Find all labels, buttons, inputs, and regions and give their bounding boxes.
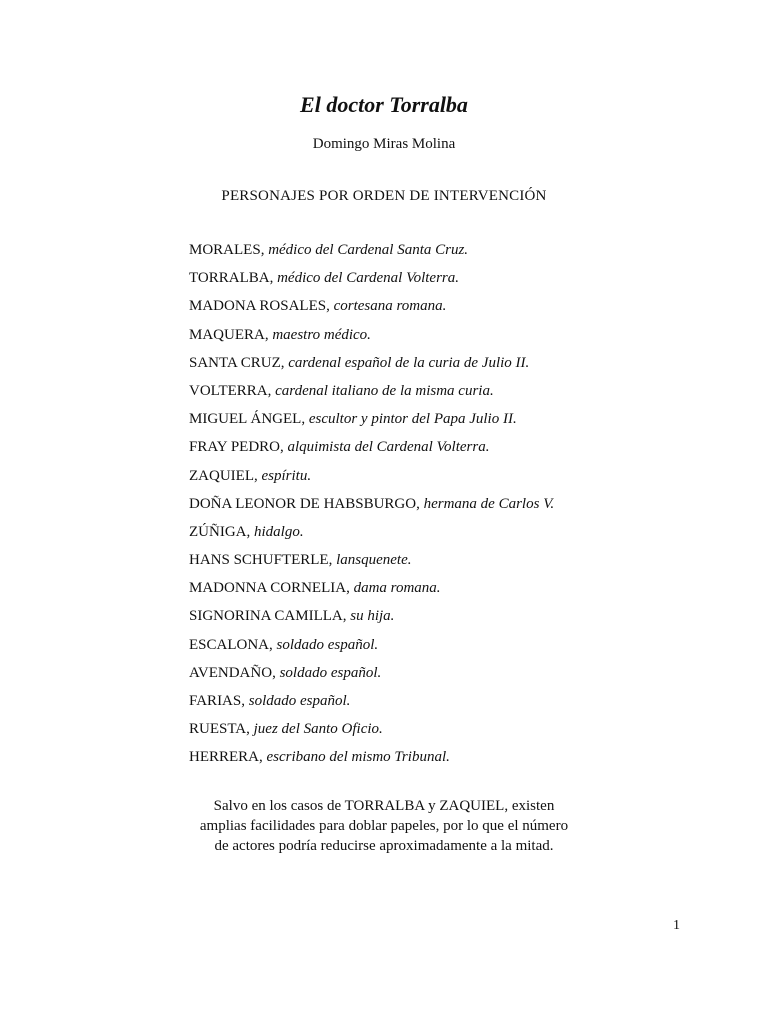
- character-name: ZÚÑIGA: [189, 523, 247, 540]
- character-description: escribano del mismo Tribunal.: [266, 749, 450, 766]
- character-entry: SANTA CRUZ, cardenal español de la curia de Julio II.: [189, 354, 530, 371]
- character-entry: MADONNA CORNELIA, dama romana.: [189, 580, 441, 597]
- character-description: soldado español.: [276, 636, 379, 653]
- character-description: cortesana romana.: [333, 298, 447, 315]
- character-name: FRAY PEDRO: [189, 439, 281, 456]
- character-name: MORALES: [189, 242, 261, 258]
- character-description: hidalgo.: [254, 523, 304, 540]
- character-entry: MADONA ROSALES, cortesana romana.: [189, 298, 447, 315]
- character-name: SANTA CRUZ: [189, 354, 281, 371]
- character-description: espíritu.: [261, 467, 312, 484]
- character-name: MAQUERA: [189, 326, 265, 343]
- character-entry: MAQUERA, maestro médico.: [189, 326, 371, 343]
- character-entry: DOÑA LEONOR DE HABSBURGO, hermana de Carlos V.: [189, 495, 555, 512]
- character-description: lansquenete.: [336, 552, 412, 569]
- character-description: cardenal italiano de la misma curia.: [275, 382, 494, 399]
- character-name: MADONNA CORNELIA: [189, 580, 347, 597]
- character-name: AVENDAÑO: [189, 664, 273, 681]
- character-name: ESCALONA: [189, 636, 270, 653]
- character-description: médico del Cardenal Santa Cruz.: [268, 242, 469, 258]
- character-name: DOÑA LEONOR DE HABSBURGO: [189, 495, 417, 512]
- character-description: cardenal español de la curia de Julio II.: [288, 354, 530, 371]
- character-description: alquimista del Cardenal Volterra.: [287, 439, 490, 456]
- casting-note-line: de actores podría reducirse aproximadamente a la mitad.: [214, 838, 554, 854]
- casting-note: [0, 796, 768, 856]
- character-entry: FARIAS, soldado español.: [189, 693, 351, 709]
- section-heading: PERSONAJES POR ORDEN DE INTERVENCIÓN: [221, 188, 547, 204]
- character-name: HANS SCHUFTERLE: [189, 552, 329, 569]
- casting-note-line: amplias facilidades para doblar papeles, por lo que el número: [199, 818, 569, 834]
- character-name: ZAQUIEL: [189, 467, 254, 484]
- character-entry: AVENDAÑO, soldado español.: [189, 664, 382, 681]
- character-name: MIGUEL ÁNGEL: [189, 411, 302, 428]
- casting-note-line: Salvo en los casos de TORRALBA y ZAQUIEL, existen: [213, 798, 555, 814]
- character-name: SIGNORINA CAMILLA: [189, 608, 343, 625]
- character-entry: ESCALONA, soldado español.: [189, 636, 379, 653]
- character-description: hermana de Carlos V.: [423, 495, 555, 512]
- character-name: RUESTA: [189, 721, 247, 738]
- character-list: [189, 236, 554, 772]
- character-description: médico del Cardenal Volterra.: [277, 270, 459, 287]
- character-entry: RUESTA, juez del Santo Oficio.: [189, 721, 383, 738]
- character-description: su hija.: [350, 608, 395, 625]
- character-name: TORRALBA: [189, 270, 270, 287]
- character-name: FARIAS: [189, 693, 242, 709]
- character-entry: TORRALBA, médico del Cardenal Volterra.: [189, 270, 459, 287]
- character-description: soldado español.: [279, 664, 382, 681]
- character-entry: HANS SCHUFTERLE, lansquenete.: [189, 552, 412, 569]
- character-entry: ZAQUIEL, espíritu.: [189, 467, 312, 484]
- character-entry: MORALES, médico del Cardenal Santa Cruz.: [189, 242, 469, 258]
- character-entry: FRAY PEDRO, alquimista del Cardenal Volterra.: [189, 439, 490, 456]
- character-entry: HERRERA, escribano del mismo Tribunal.: [189, 749, 450, 766]
- character-entry: ZÚÑIGA, hidalgo.: [189, 523, 304, 540]
- character-description: dama romana.: [353, 580, 441, 597]
- character-description: escultor y pintor del Papa Julio II.: [308, 411, 517, 428]
- document-author: Domingo Miras Molina: [312, 136, 456, 152]
- character-name: VOLTERRA: [189, 382, 268, 399]
- character-description: maestro médico.: [272, 326, 371, 343]
- character-description: juez del Santo Oficio.: [253, 721, 383, 738]
- character-description: soldado español.: [248, 693, 351, 709]
- character-name: HERRERA: [189, 749, 260, 766]
- page-number: 1: [673, 918, 680, 933]
- character-entry: MIGUEL ÁNGEL, escultor y pintor del Papa Julio II.: [189, 411, 517, 428]
- character-entry: SIGNORINA CAMILLA, su hija.: [189, 608, 395, 625]
- document-title: El doctor Torralba: [300, 92, 468, 117]
- character-entry: VOLTERRA, cardenal italiano de la misma curia.: [189, 382, 494, 399]
- character-name: MADONA ROSALES: [189, 298, 327, 315]
